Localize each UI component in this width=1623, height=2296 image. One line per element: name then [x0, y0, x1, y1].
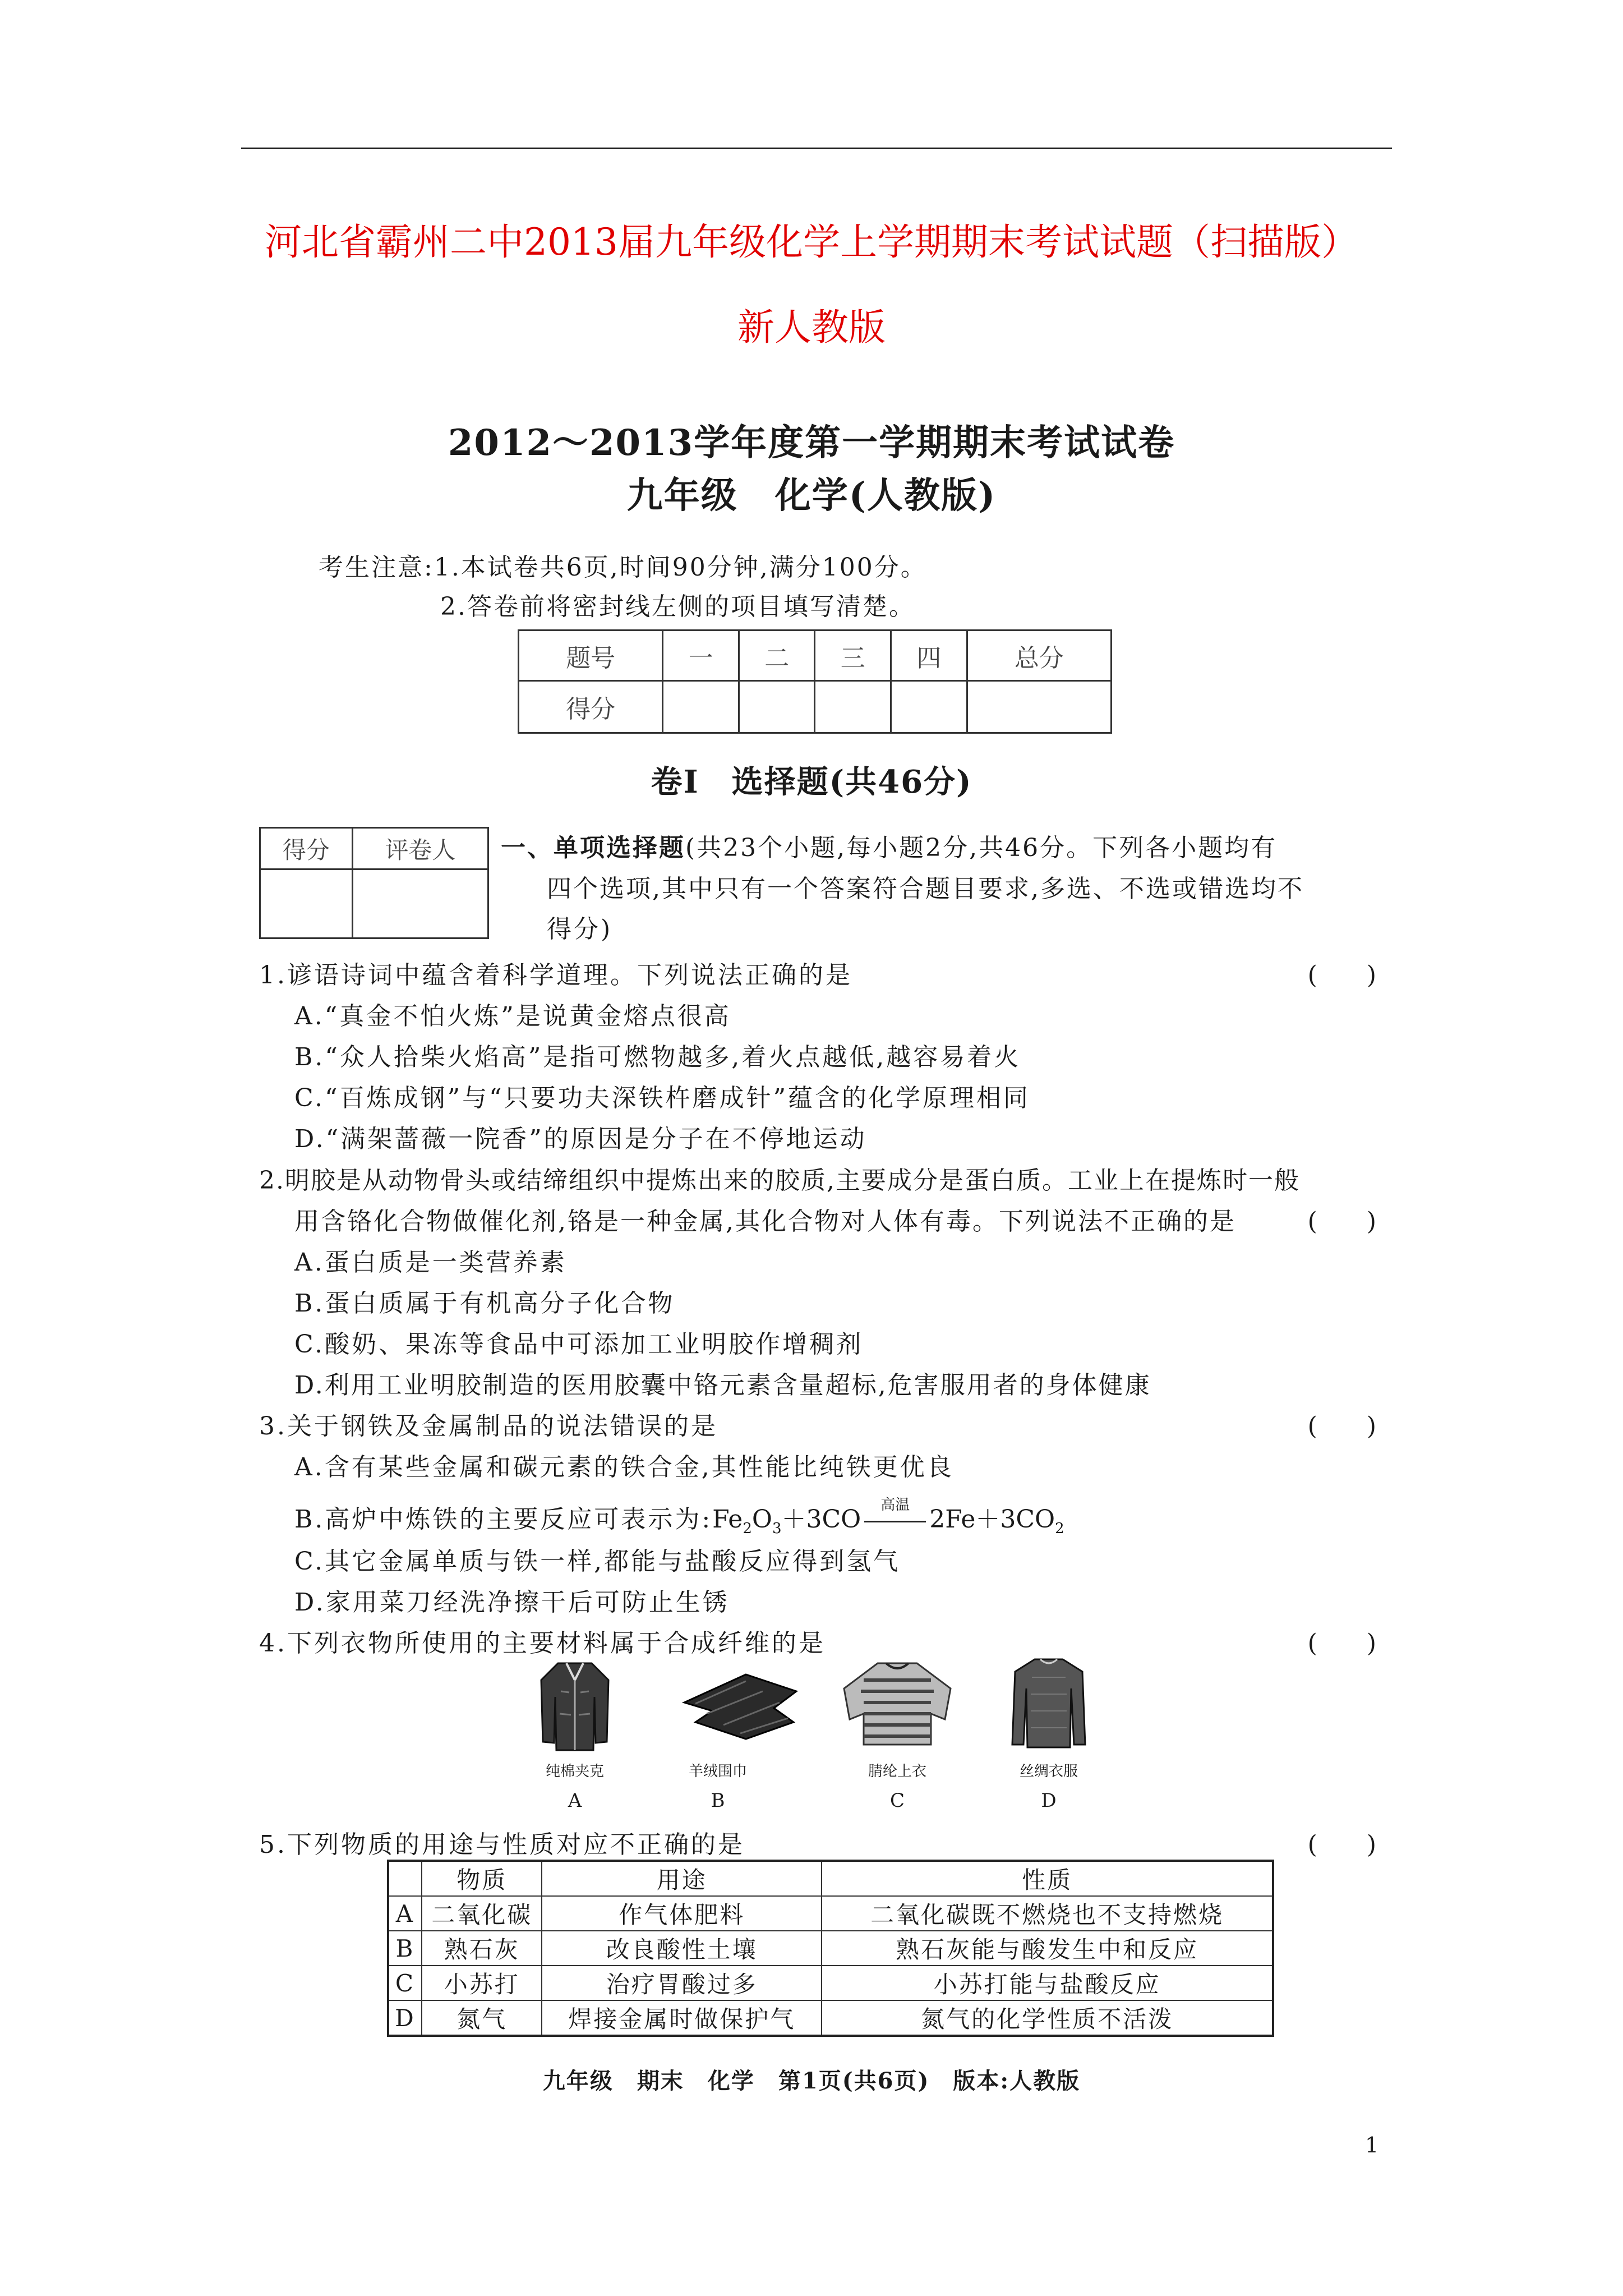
question-4-stem: 4.下列衣物所使用的主要材料属于合成纤维的是: [259, 1629, 826, 1658]
section-instruction-heading: 一、单项选择题: [501, 834, 685, 862]
question-3-option-c: C.其它金属单质与铁一样,都能与盐酸反应得到氢气: [294, 1547, 901, 1576]
reaction-arrow: [864, 1496, 926, 1533]
q5-cell: 熟石灰能与酸发生中和反应: [822, 1931, 1273, 1966]
grader-box-score-label: 得分: [260, 828, 353, 869]
question-1-stem: 1.谚语诗词中蕴含着科学道理。下列说法正确的是: [259, 961, 852, 990]
q5-cell: 熟石灰: [422, 1931, 542, 1966]
section-instruction-line-1: [501, 827, 1277, 863]
question-1-option-d: D.“满架蔷薇一院香”的原因是分子在不停地运动: [294, 1125, 867, 1153]
grader-box-grader-label: 评卷人: [352, 828, 488, 869]
score-header-cell: 三: [815, 631, 891, 681]
exam-subtitle: 九年级 化学(人教版): [626, 475, 997, 517]
question-2-stem-line-2: 用含铬化合物做催化剂,铬是一种金属,其化合物对人体有毒。下列说法不正确的是: [294, 1207, 1236, 1236]
q5-cell: 小苏打能与盐酸反应: [822, 1966, 1273, 2000]
q5-cell: 治疗胃酸过多: [542, 1966, 822, 2000]
q5-cell: A: [388, 1896, 422, 1931]
question-3-option-d: D.家用菜刀经洗净擦干后可防止生锈: [294, 1588, 730, 1617]
section-instruction-line-3: 得分): [547, 915, 613, 944]
reaction-products: $2Fe+3CO_2$: [929, 1505, 1064, 1537]
score-header-cell: 四: [891, 631, 967, 681]
q4-item-c-letter: C: [889, 1789, 905, 1812]
document-title: 河北省霸州二中2013届九年级化学上学期期末考试试题（扫描版）: [265, 220, 1358, 264]
question-2-option-c: C.酸奶、果冻等食品中可添加工业明胶作增稠剂: [294, 1330, 864, 1359]
exam-footer: 九年级 期末 化学 第1页(共6页) 版本:人教版: [542, 2068, 1081, 2094]
answer-paren-2[interactable]: ( ): [1307, 1207, 1376, 1236]
q5-table: [387, 1860, 1274, 2037]
q5-header-cell: 用途: [542, 1861, 822, 1896]
q4-item-b-label: 羊绒围巾: [688, 1763, 747, 1780]
question-2-option-b: B.蛋白质属于有机高分子化合物: [294, 1289, 675, 1318]
q5-header-cell: 物质: [422, 1861, 542, 1896]
q5-cell: 作气体肥料: [542, 1896, 822, 1931]
q5-cell: 小苏打: [422, 1966, 542, 2000]
question-5-stem: 5.下列物质的用途与性质对应不正确的是: [259, 1830, 745, 1859]
score-cell[interactable]: [967, 681, 1111, 733]
q4-item-a-letter: A: [568, 1789, 582, 1812]
score-cell[interactable]: [815, 681, 891, 733]
score-cell[interactable]: [891, 681, 967, 733]
reaction-reactants: $Fe_2O_3+3CO$: [712, 1505, 861, 1537]
grader-box-score-cell[interactable]: [260, 869, 353, 938]
score-header-cell: 题号: [519, 631, 663, 681]
exam-title: 2012～2013学年度第一学期期末考试试卷: [448, 422, 1175, 464]
section-instruction-line-2: 四个选项,其中只有一个答案符合题目要求,多选、不选或错选均不: [547, 875, 1304, 903]
question-2-option-a: A.蛋白质是一类营养素: [294, 1248, 567, 1277]
q5-cell: C: [388, 1966, 422, 2000]
question-2-option-d: D.利用工业明胶制造的医用胶囊中铬元素含量超标,危害服用者的身体健康: [294, 1371, 1151, 1400]
question-3-stem: 3.关于钢铁及金属制品的说法错误的是: [259, 1412, 718, 1441]
notice-line-1: 考生注意:1.本试卷共6页,时间90分钟,满分100分。: [319, 553, 927, 582]
page-number: 1: [1365, 2133, 1379, 2157]
section-instruction-text: (共23个小题,每小题2分,共46分。下列各小题均有: [685, 834, 1278, 862]
score-cell[interactable]: [663, 681, 739, 733]
cotton-jacket-image: [538, 1658, 611, 1753]
question-3-option-b-prefix: B.高炉中炼铁的主要反应可表示为:: [294, 1505, 713, 1534]
question-3-option-a: A.含有某些金属和碳元素的铁合金,其性能比纯铁更优良: [294, 1453, 954, 1481]
score-header-cell: 一: [663, 631, 739, 681]
score-header-cell: 总分: [967, 631, 1111, 681]
q4-item-d-letter: D: [1041, 1789, 1057, 1812]
notice-line-2: 2.答卷前将密封线左侧的项目填写清楚。: [440, 592, 915, 621]
q5-header-cell: [388, 1861, 422, 1896]
grader-box-grader-cell[interactable]: [352, 869, 488, 938]
q4-item-a-label: 纯棉夹克: [545, 1763, 604, 1780]
score-row-label: 得分: [519, 681, 663, 733]
q5-cell: 氮气的化学性质不活泼: [822, 2000, 1273, 2036]
q4-item-b-letter: B: [711, 1789, 725, 1812]
q5-cell: 焊接金属时做保护气: [542, 2000, 822, 2036]
q5-cell: 二氧化碳既不燃烧也不支持燃烧: [822, 1896, 1273, 1931]
question-1-option-a: A.“真金不怕火炼”是说黄金熔点很高: [294, 1002, 731, 1030]
section-title: 卷Ⅰ 选择题(共46分): [651, 763, 972, 800]
reaction-condition: 高温: [880, 1496, 910, 1513]
answer-paren-4[interactable]: ( ): [1307, 1629, 1376, 1658]
question-1-option-b: B.“众人拾柴火焰高”是指可燃物越多,着火点越低,越容易着火: [294, 1043, 1021, 1071]
q5-cell: 二氧化碳: [422, 1896, 542, 1931]
answer-paren-1[interactable]: ( ): [1307, 961, 1376, 990]
q5-cell: 改良酸性土壤: [542, 1931, 822, 1966]
question-1-option-c: C.“百炼成钢”与“只要功夫深铁杵磨成针”蕴含的化学原理相同: [294, 1084, 1031, 1112]
q4-item-d-label: 丝绸衣服: [1019, 1763, 1078, 1780]
silk-clothes-image: [1009, 1655, 1088, 1750]
wool-scarf-image: [679, 1669, 802, 1742]
score-table: [518, 629, 1112, 734]
acrylic-sweater-image: [841, 1658, 953, 1747]
grader-box: [259, 827, 489, 939]
question-2-stem-line-1: 2.明胶是从动物骨头或结缔组织中提炼出来的胶质,主要成分是蛋白质。工业上在提炼时一般: [259, 1166, 1300, 1195]
answer-paren-5[interactable]: ( ): [1307, 1830, 1376, 1859]
q4-item-c-label: 腈纶上衣: [868, 1763, 926, 1780]
score-header-cell: 二: [739, 631, 815, 681]
score-cell[interactable]: [739, 681, 815, 733]
q5-cell: D: [388, 2000, 422, 2036]
q5-header-cell: 性质: [822, 1861, 1273, 1896]
q5-cell: 氮气: [422, 2000, 542, 2036]
q5-cell: B: [388, 1931, 422, 1966]
top-rule: [241, 148, 1392, 149]
answer-paren-3[interactable]: ( ): [1307, 1412, 1376, 1441]
document-subtitle: 新人教版: [737, 306, 886, 349]
question-3-option-b: [294, 1496, 1064, 1537]
